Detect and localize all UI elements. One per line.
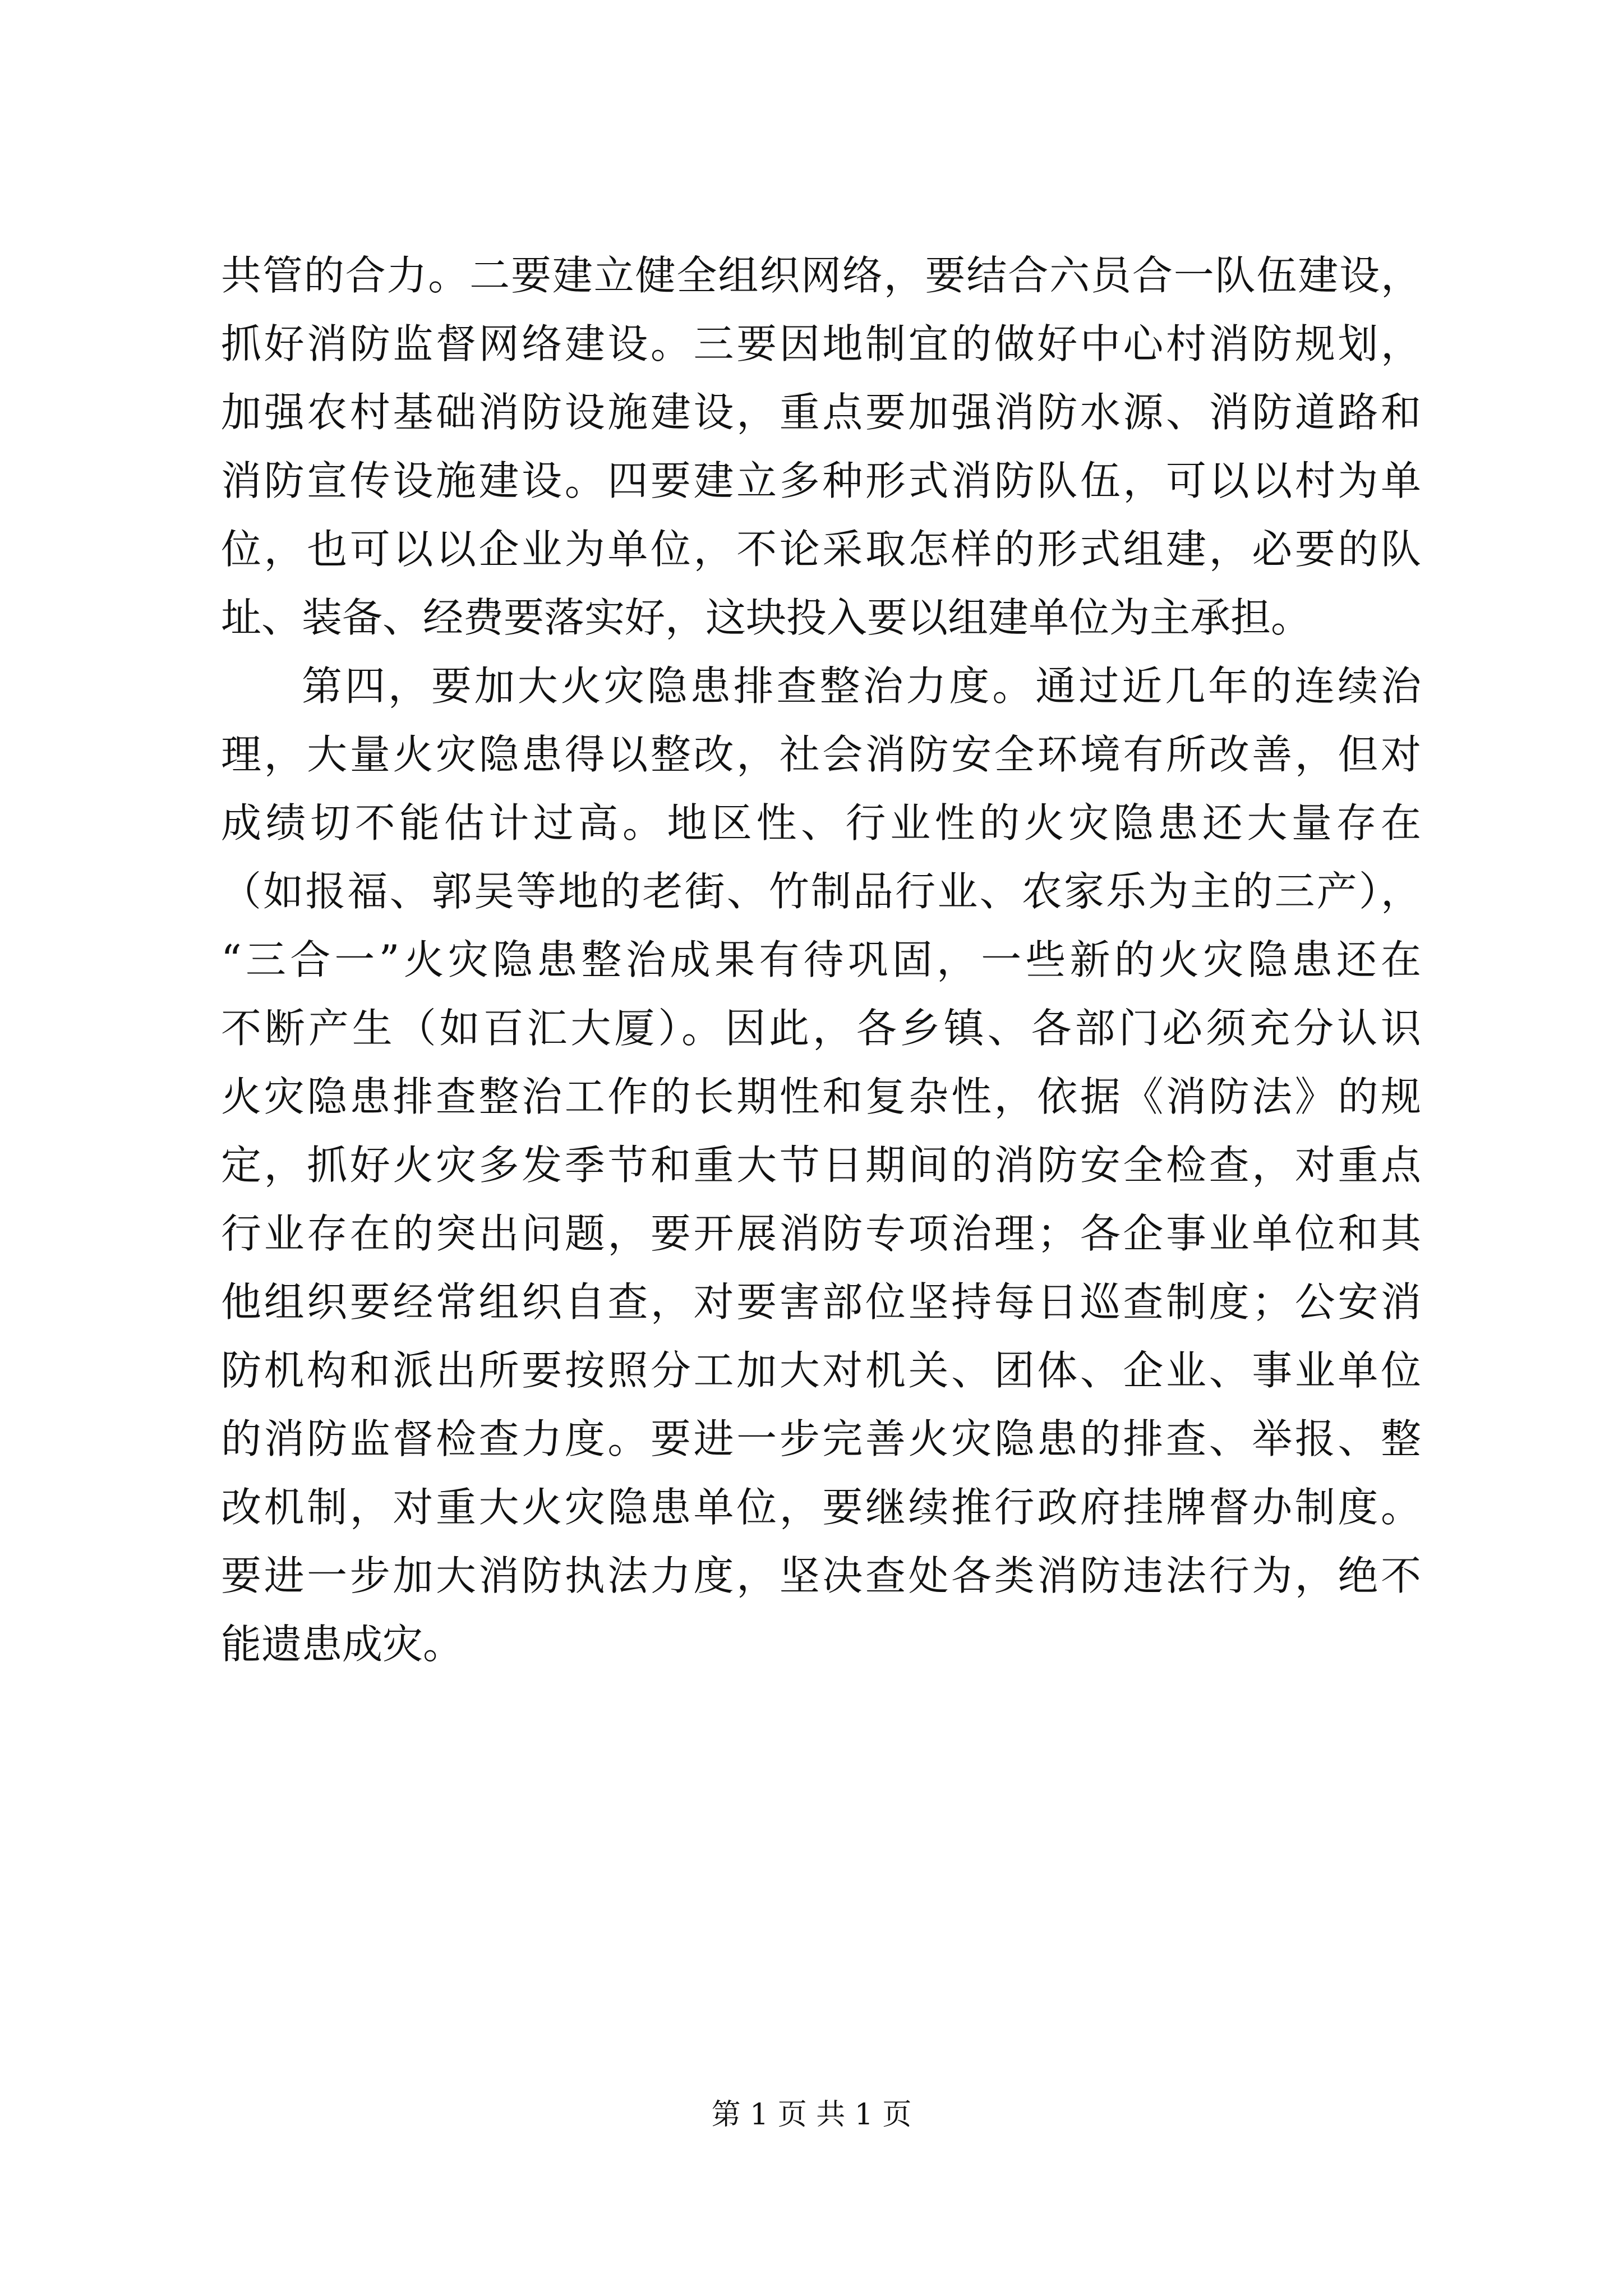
- paragraph-1-line-5: 位，也可以以企业为单位，不论采取怎样的形式组建，必要的队: [221, 526, 1421, 573]
- paragraph-2-line-14: 要进一步加大消防执法力度，坚决查处各类消防违法行为，绝不: [221, 1552, 1421, 1599]
- paragraph-1-line-1: 共管的合力。二要建立健全组织网络，要结合六员合一队伍建设，: [221, 252, 1421, 299]
- paragraph-2-line-3: 成绩切不能估计过高。地区性、行业性的火灾隐患还大量存在: [221, 799, 1421, 846]
- paragraph-2-line-7: 火灾隐患排查整治工作的长期性和复杂性，依据《消防法》的规: [221, 1073, 1421, 1120]
- paragraph-2-line-10: 他组织要经常组织自查，对要害部位坚持每日巡查制度；公安消: [221, 1278, 1421, 1326]
- paragraph-1-line-4: 消防宣传设施建设。四要建立多种形式消防队伍，可以以村为单: [221, 457, 1421, 504]
- page-footer: 第 1 页 共 1 页: [711, 2098, 912, 2132]
- paragraph-2-line-13: 改机制，对重大火灾隐患单位，要继续推行政府挂牌督办制度。: [221, 1484, 1421, 1531]
- paragraph-2-line-1: 第四，要加大火灾隐患排查整治力度。通过近几年的连续治: [302, 662, 1421, 710]
- paragraph-2-line-15: 能遗患成灾。: [221, 1621, 464, 1668]
- paragraph-1-line-3: 加强农村基础消防设施建设，重点要加强消防水源、消防道路和: [221, 389, 1421, 436]
- paragraph-1-line-2: 抓好消防监督网络建设。三要因地制宜的做好中心村消防规划，: [221, 320, 1421, 367]
- paragraph-2-line-12: 的消防监督检查力度。要进一步完善火灾隐患的排查、举报、整: [221, 1415, 1421, 1462]
- paragraph-2-line-5: “三合一”火灾隐患整治成果有待巩固，一些新的火灾隐患还在: [221, 936, 1421, 983]
- paragraph-2-line-6: 不断产生（如百汇大厦）。因此，各乡镇、各部门必须充分认识: [221, 1005, 1421, 1052]
- body-text: [221, 241, 1421, 1678]
- paragraph-1-line-6: 址、装备、经费要落实好，这块投入要以组建单位为主承担。: [221, 594, 1312, 641]
- paragraph-2-line-11: 防机构和派出所要按照分工加大对机关、团体、企业、事业单位: [221, 1347, 1421, 1394]
- paragraph-2-line-2: 理，大量火灾隐患得以整改，社会消防安全环境有所改善，但对: [221, 731, 1421, 778]
- paragraph-2-line-8: 定，抓好火灾多发季节和重大节日期间的消防安全检查，对重点: [221, 1142, 1421, 1189]
- paragraph-2-line-9: 行业存在的突出问题，要开展消防专项治理；各企事业单位和其: [221, 1210, 1421, 1257]
- paragraph-2-line-4: （如报福、郭吴等地的老街、竹制品行业、农家乐为主的三产），: [221, 868, 1421, 915]
